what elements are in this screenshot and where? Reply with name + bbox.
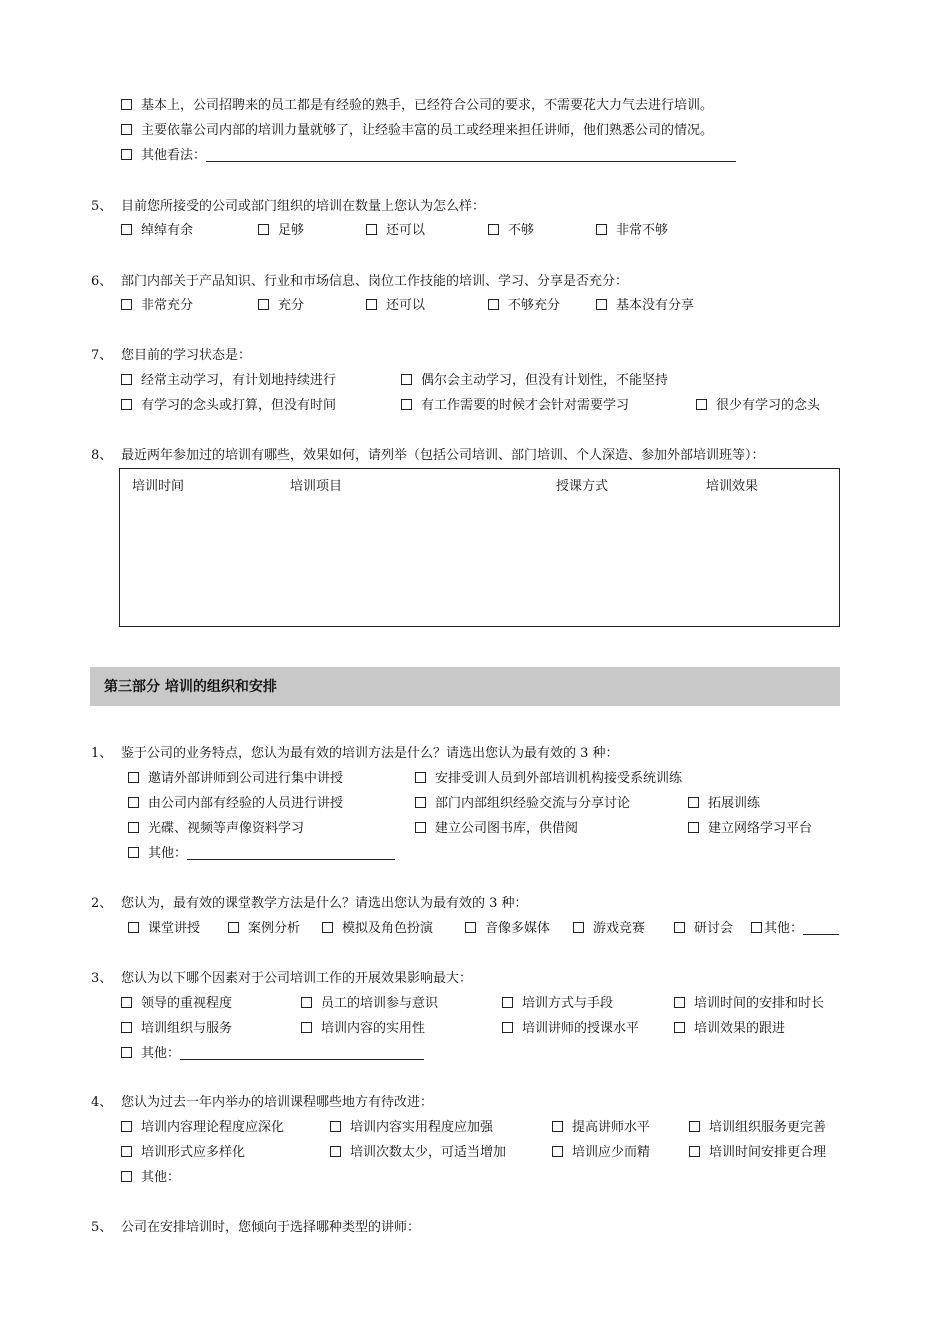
option-internal-trainers[interactable]: 主要依靠公司内部的培训力量就够了，让经验丰富的员工或经理来担任讲师，他们熟悉公司的情况。 [121, 122, 713, 140]
p3q1-option[interactable]: 安排受训人员到外部培训机构接受系统训练 [415, 770, 682, 788]
p3q4-option[interactable]: 培训内容理论程度应深化 [121, 1119, 284, 1137]
option-other-views[interactable]: 其他看法： [121, 147, 736, 165]
checkbox[interactable] [488, 224, 499, 235]
q5-option[interactable]: 非常不够 [596, 222, 668, 240]
p3q3-other-blank[interactable] [180, 1045, 424, 1060]
checkbox[interactable] [415, 772, 426, 783]
q6-option[interactable]: 充分 [258, 297, 304, 315]
q7-option[interactable]: 很少有学习的念头 [696, 397, 820, 415]
checkbox[interactable] [121, 124, 132, 135]
p3q3-option[interactable]: 员工的培训参与意识 [301, 995, 438, 1013]
p3q2-option[interactable]: 课堂讲授 [128, 920, 200, 938]
checkbox[interactable] [128, 922, 139, 933]
p3-question-2-number: 2、 [91, 896, 113, 911]
question-5-number: 5、 [91, 199, 113, 214]
question-7-text: 您目前的学习状态是： [121, 348, 252, 363]
p3q3-option[interactable]: 培训讲师的授课水平 [502, 1020, 639, 1038]
question-8-text: 最近两年参加过的培训有哪些，效果如何，请列举（包括公司培训、部门培训、个人深造、参加外部培训班等）： [121, 448, 765, 463]
q5-option[interactable]: 足够 [258, 222, 304, 240]
table-header-project: 培训项目 [290, 479, 343, 494]
q6-option[interactable]: 非常充分 [121, 297, 193, 315]
training-history-table[interactable] [119, 468, 840, 627]
checkbox[interactable] [301, 997, 312, 1008]
checkbox[interactable] [228, 922, 239, 933]
checkbox[interactable] [330, 1146, 341, 1157]
q7-option[interactable]: 有工作需要的时候才会针对需要学习 [401, 397, 629, 415]
checkbox[interactable] [596, 299, 607, 310]
table-header-method: 授课方式 [556, 479, 609, 494]
checkbox[interactable] [415, 797, 426, 808]
checkbox[interactable] [258, 224, 269, 235]
checkbox[interactable] [552, 1146, 563, 1157]
checkbox[interactable] [121, 299, 132, 310]
checkbox[interactable] [121, 1121, 132, 1132]
p3q1-option[interactable]: 部门内部组织经验交流与分享讨论 [415, 795, 630, 813]
p3-question-5-text: 公司在安排培训时，您倾向于选择哪种类型的讲师： [121, 1220, 421, 1235]
checkbox[interactable] [121, 997, 132, 1008]
p3-question-5-number: 5、 [91, 1220, 113, 1235]
p3q4-option[interactable]: 培训应少而精 [552, 1144, 650, 1162]
question-6-text: 部门内部关于产品知识、行业和市场信息、岗位工作技能的培训、学习、分享是否充分： [121, 274, 629, 289]
checkbox[interactable] [128, 822, 139, 833]
checkbox[interactable] [128, 797, 139, 808]
q7-option[interactable]: 有学习的念头或打算，但没有时间 [121, 397, 336, 415]
q7-option[interactable]: 偶尔会主动学习，但没有计划性，不能坚持 [401, 372, 668, 390]
section-3-header [90, 667, 840, 706]
checkbox[interactable] [366, 224, 377, 235]
p3q3-option[interactable]: 培训组织与服务 [121, 1020, 232, 1038]
p3q4-option-other[interactable]: 其他： [121, 1169, 180, 1187]
checkbox[interactable] [128, 847, 139, 858]
checkbox[interactable] [121, 149, 132, 160]
p3q1-option[interactable]: 邀请外部讲师到公司进行集中讲授 [128, 770, 343, 788]
checkbox[interactable] [121, 1047, 132, 1058]
q6-option[interactable]: 基本没有分享 [596, 297, 694, 315]
checkbox[interactable] [488, 299, 499, 310]
p3q2-option-other[interactable]: 其他： [751, 920, 839, 938]
checkbox[interactable] [552, 1121, 563, 1132]
table-header-effect: 培训效果 [706, 479, 759, 494]
checkbox[interactable] [674, 1022, 685, 1033]
p3-question-2-text: 您认为，最有效的课堂教学方法是什么？请选出您认为最有效的 3 种： [121, 896, 528, 911]
section-3-title: 第三部分 培训的组织和安排 [104, 679, 277, 695]
option-experienced-hires[interactable]: 基本上，公司招聘来的员工都是有经验的熟手，已经符合公司的要求，不需要花大力气去进行培训。 [121, 97, 713, 115]
p3q4-option[interactable]: 培训时间安排更合理 [689, 1144, 826, 1162]
table-header-time: 培训时间 [132, 479, 185, 494]
checkbox[interactable] [688, 822, 699, 833]
question-7-number: 7、 [91, 348, 113, 363]
checkbox[interactable] [128, 772, 139, 783]
p3q2-other-blank[interactable] [803, 920, 839, 935]
p3q2-option[interactable]: 音像多媒体 [465, 920, 550, 938]
p3-question-3-number: 3、 [91, 971, 113, 986]
checkbox[interactable] [674, 922, 685, 933]
p3q3-option-other[interactable]: 其他： [121, 1045, 424, 1063]
checkbox[interactable] [121, 224, 132, 235]
checkbox[interactable] [415, 822, 426, 833]
p3q4-option[interactable]: 培训组织服务更完善 [689, 1119, 826, 1137]
question-6-number: 6、 [91, 274, 113, 289]
checkbox[interactable] [121, 374, 132, 385]
q5-option[interactable]: 不够 [488, 222, 534, 240]
checkbox[interactable] [596, 224, 607, 235]
p3q2-option[interactable]: 游戏竞赛 [573, 920, 645, 938]
p3-question-3-text: 您认为以下哪个因素对于公司培训工作的开展效果影响最大： [121, 971, 473, 986]
p3q1-other-blank[interactable] [187, 845, 395, 860]
p3q3-option[interactable]: 领导的重视程度 [121, 995, 232, 1013]
checkbox[interactable] [696, 399, 707, 410]
q6-option[interactable]: 不够充分 [488, 297, 560, 315]
checkbox[interactable] [401, 374, 412, 385]
p3-question-1-text: 鉴于公司的业务特点，您认为最有效的培训方法是什么？请选出您认为最有效的 3 种： [121, 746, 619, 761]
checkbox[interactable] [751, 922, 762, 933]
p3q3-option[interactable]: 培训效果的跟进 [674, 1020, 785, 1038]
checkbox[interactable] [121, 1146, 132, 1157]
checkbox[interactable] [573, 922, 584, 933]
p3q1-option[interactable]: 由公司内部有经验的人员进行讲授 [128, 795, 343, 813]
p3q1-option-other[interactable]: 其他： [128, 845, 395, 863]
p3q2-option[interactable]: 研讨会 [674, 920, 733, 938]
p3q3-option[interactable]: 培训时间的安排和时长 [674, 995, 824, 1013]
checkbox[interactable] [688, 797, 699, 808]
checkbox[interactable] [366, 299, 377, 310]
p3q1-option[interactable]: 光碟、视频等声像资料学习 [128, 820, 304, 838]
checkbox[interactable] [465, 922, 476, 933]
checkbox[interactable] [502, 1022, 513, 1033]
p3q3-option[interactable]: 培训内容的实用性 [301, 1020, 425, 1038]
p3q2-option[interactable]: 案例分析 [228, 920, 300, 938]
question-8-number: 8、 [91, 448, 113, 463]
checkbox[interactable] [401, 399, 412, 410]
p3q1-option[interactable]: 建立网络学习平台 [688, 820, 812, 838]
checkbox[interactable] [502, 997, 513, 1008]
checkbox[interactable] [121, 399, 132, 410]
question-5-text: 目前您所接受的公司或部门组织的培训在数量上您认为怎么样： [121, 199, 486, 214]
p3-question-1-number: 1、 [91, 746, 113, 761]
q6-option[interactable]: 还可以 [366, 297, 425, 315]
p3q3-option[interactable]: 培训方式与手段 [502, 995, 613, 1013]
checkbox[interactable] [689, 1146, 700, 1157]
other-views-blank[interactable] [206, 147, 736, 162]
p3q1-option[interactable]: 建立公司图书库，供借阅 [415, 820, 578, 838]
p3q4-option[interactable]: 培训内容实用程度应加强 [330, 1119, 493, 1137]
p3-question-4-text: 您认为过去一年内举办的培训课程哪些地方有待改进： [121, 1095, 434, 1110]
checkbox[interactable] [322, 922, 333, 933]
p3q1-option[interactable]: 拓展训练 [688, 795, 760, 813]
q5-option[interactable]: 绰绰有余 [121, 222, 193, 240]
p3-question-4-number: 4、 [91, 1095, 113, 1110]
checkbox[interactable] [301, 1022, 312, 1033]
checkbox[interactable] [121, 1171, 132, 1182]
p3q4-option[interactable]: 提高讲师水平 [552, 1119, 650, 1137]
checkbox[interactable] [121, 99, 132, 110]
q5-option[interactable]: 还可以 [366, 222, 425, 240]
checkbox[interactable] [674, 997, 685, 1008]
checkbox[interactable] [330, 1121, 341, 1132]
checkbox[interactable] [121, 1022, 132, 1033]
checkbox[interactable] [689, 1121, 700, 1132]
checkbox[interactable] [258, 299, 269, 310]
p3q4-option[interactable]: 培训形式应多样化 [121, 1144, 245, 1162]
p3q4-option[interactable]: 培训次数太少，可适当增加 [330, 1144, 506, 1162]
q7-option[interactable]: 经常主动学习，有计划地持续进行 [121, 372, 336, 390]
p3q2-option[interactable]: 模拟及角色扮演 [322, 920, 433, 938]
